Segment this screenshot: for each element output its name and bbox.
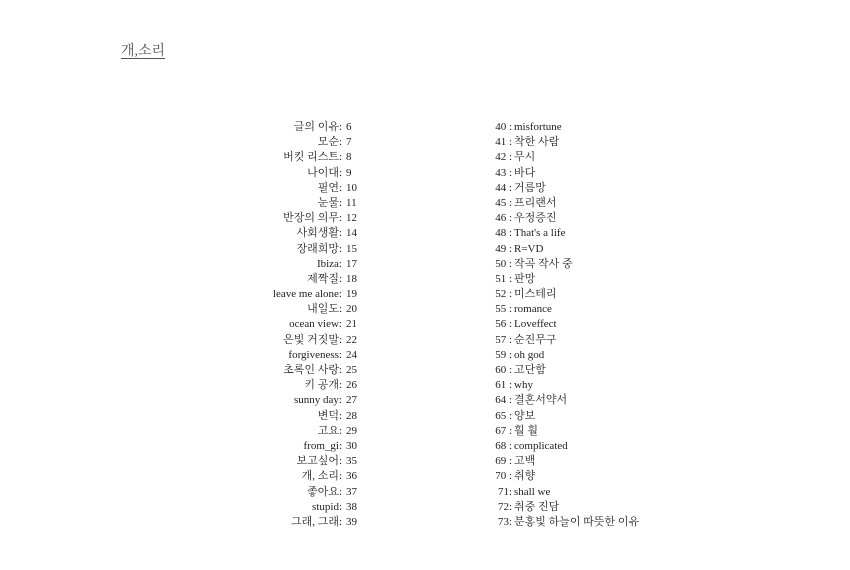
toc-entry: [480, 500, 680, 515]
toc-entry-title: That's a life: [514, 227, 566, 240]
toc-entry-page: 27: [346, 394, 357, 407]
toc-entry: [480, 166, 680, 181]
toc-entry-title: 버킷 리스트:: [283, 151, 342, 164]
toc-entry: [250, 348, 360, 363]
toc-entry-page: 59 :: [495, 348, 512, 361]
toc-entry: [480, 242, 680, 257]
toc-entry: [480, 424, 680, 439]
toc-entry: [250, 150, 360, 165]
toc-entry-title: 제짝질:: [307, 272, 342, 285]
toc-entry-title: 장래희망:: [296, 242, 342, 255]
toc-entry: [480, 196, 680, 211]
toc-entry-page: 73:: [497, 515, 512, 528]
toc-entry-title: 착한 사람: [514, 136, 560, 149]
toc-entry-page: 21: [346, 318, 357, 331]
toc-entry-title: 키 공개:: [304, 379, 342, 392]
toc-entry-page: 46 :: [495, 212, 512, 225]
toc-entry-page: 68 :: [495, 439, 512, 452]
toc-entry-page: 14: [346, 227, 357, 240]
toc-entry: [480, 302, 680, 317]
toc-entry-page: 70 :: [495, 470, 512, 483]
toc-entry: [250, 500, 360, 515]
toc-entry-page: 25: [346, 364, 357, 376]
toc-entry: [480, 454, 680, 469]
toc-entry-title: shall we: [514, 485, 551, 498]
toc-entry: [480, 348, 680, 363]
document-title-link[interactable]: 개,소리: [121, 44, 166, 59]
toc-entry: [480, 485, 680, 500]
toc-entry: [250, 409, 360, 424]
toc-entry-page: 36: [346, 470, 357, 483]
toc-entry-title: 좋아요:: [307, 485, 342, 498]
toc-entry-title: romance: [514, 303, 552, 316]
toc-entry-page: 35: [346, 455, 357, 468]
toc-entry-title: 취향: [514, 470, 536, 483]
toc-entry-page: 6: [346, 121, 352, 133]
toc-entry: [480, 469, 680, 484]
toc-entry-page: 50 :: [495, 257, 512, 270]
toc-right-column: [480, 120, 680, 530]
toc-entry: [480, 226, 680, 241]
toc-entry-page: 69 :: [495, 455, 512, 468]
toc-entry: [250, 515, 360, 530]
toc-entry-title: stupid:: [312, 500, 342, 513]
toc-entry-title: 고단함: [514, 364, 546, 376]
toc-entry: [250, 302, 360, 317]
toc-entry-title: 분홍빛 하늘이 따뜻한 이유: [514, 515, 640, 528]
toc-entry: [250, 166, 360, 181]
toc-entry-page: 60 :: [495, 364, 512, 376]
toc-entry-page: 48 :: [495, 227, 512, 240]
toc-entry-page: 30: [346, 439, 357, 452]
toc-entry-title: 거름망: [514, 181, 546, 194]
toc-entry-page: 67 :: [495, 424, 512, 437]
toc-entry-title: 눈물:: [317, 196, 342, 209]
toc-entry-title: from_gi:: [303, 439, 342, 452]
toc-entry-title: 결혼서약서: [514, 394, 568, 407]
toc-entry: [480, 211, 680, 226]
toc-entry-title: sunny day:: [294, 394, 342, 407]
toc-entry-title: 모순:: [317, 136, 342, 149]
toc-entry-title: 취중 진담: [514, 500, 560, 513]
toc-entry: [250, 485, 360, 500]
toc-entry-page: 18: [346, 272, 357, 285]
toc-entry-title: 고백: [514, 455, 536, 468]
toc-entry-page: 55 :: [495, 303, 512, 316]
toc-entry: [480, 363, 680, 378]
toc-entry-page: 28: [346, 409, 357, 422]
toc-entry: [250, 469, 360, 484]
toc-entry: [480, 272, 680, 287]
toc-entry-title: 우정증진: [514, 212, 557, 225]
toc-entry-page: 29: [346, 424, 357, 437]
toc-entry: [480, 333, 680, 348]
toc-entry: [480, 287, 680, 302]
toc-entry-page: 45 :: [495, 196, 512, 209]
toc-entry-title: 초록인 사랑:: [283, 364, 342, 376]
toc-entry: [480, 120, 680, 135]
toc-entry-page: 56 :: [495, 318, 512, 331]
toc-entry: [250, 378, 360, 393]
toc-entry-page: 64 :: [495, 394, 512, 407]
toc-entry-title: 보고싶어:: [296, 455, 342, 468]
toc-entry-title: 나이대:: [307, 166, 342, 179]
toc-entry-page: 71:: [497, 485, 512, 498]
toc-entry-page: 38: [346, 500, 357, 513]
toc-entry-page: 41 :: [495, 136, 512, 149]
toc-entry: [250, 333, 360, 348]
toc-entry-page: 19: [346, 288, 357, 301]
toc-entry: [250, 454, 360, 469]
toc-entry: [480, 135, 680, 150]
toc-entry-title: 필연:: [317, 181, 342, 194]
toc-entry-page: 9: [346, 166, 352, 179]
toc-entry: [250, 287, 360, 302]
toc-entry: [250, 211, 360, 226]
toc-entry-title: Loveffect: [514, 318, 557, 331]
toc-entry-title: 그래, 그래:: [290, 515, 342, 528]
toc-entry-title: 내일도:: [307, 303, 342, 316]
toc-entry: [250, 181, 360, 196]
toc-entry: [480, 393, 680, 408]
toc-entry: [250, 196, 360, 211]
toc-entry-title: ocean view:: [289, 318, 342, 331]
toc-entry-page: 26: [346, 379, 357, 392]
toc-entry: [480, 317, 680, 332]
toc-entry-page: 52 :: [495, 288, 512, 301]
toc-entry-title: 프리랜서: [514, 196, 557, 209]
toc-entry-page: 39: [346, 515, 357, 528]
toc-entry-page: 51 :: [495, 272, 512, 285]
toc-entry: [480, 409, 680, 424]
toc-entry-title: 양보: [514, 409, 536, 422]
toc-entry-title: 사회생활:: [296, 227, 342, 240]
toc-entry-page: 49 :: [495, 242, 512, 255]
toc-entry-page: 40 :: [495, 121, 512, 133]
toc-entry: [480, 378, 680, 393]
toc-entry-title: 변덕:: [317, 409, 342, 422]
toc-entry-page: 65 :: [495, 409, 512, 422]
toc-entry-title: 판망: [514, 272, 536, 285]
toc-entry-title: forgiveness:: [288, 348, 342, 361]
toc-entry-page: 22: [346, 333, 357, 346]
toc-entry: [250, 242, 360, 257]
toc-entry-title: 개, 소리:: [301, 470, 342, 483]
toc-entry: [250, 272, 360, 287]
toc-entry-page: 43 :: [495, 166, 512, 179]
toc-entry-title: 작곡 작사 중: [514, 257, 573, 270]
toc-entry: [250, 120, 360, 135]
toc-entry-page: 24: [346, 348, 357, 361]
toc-entry-page: 12: [346, 212, 357, 225]
toc-entry-title: complicated: [514, 439, 568, 452]
toc-entry-title: 고요:: [317, 424, 342, 437]
toc-entry-title: oh god: [514, 348, 545, 361]
toc-entry: [480, 515, 680, 530]
toc-entry-title: misfortune: [514, 121, 562, 133]
toc-entry-page: 17: [346, 257, 357, 270]
toc-entry-title: 무시: [514, 151, 536, 164]
toc-entry-page: 72:: [497, 500, 512, 513]
toc-entry-page: 44 :: [495, 181, 512, 194]
toc-entry: [480, 257, 680, 272]
toc-entry-page: 7: [346, 136, 352, 149]
toc-entry: [250, 257, 360, 272]
toc-entry-title: 미스테리: [514, 288, 557, 301]
toc-entry: [250, 424, 360, 439]
toc-entry-page: 10: [346, 181, 357, 194]
toc-entry: [250, 439, 360, 454]
toc-entry-title: why: [514, 379, 533, 392]
toc-entry-page: 20: [346, 303, 357, 316]
toc-entry: [250, 135, 360, 150]
toc-entry-page: 8: [346, 151, 352, 164]
toc-entry-page: 37: [346, 485, 357, 498]
toc-entry: [250, 363, 360, 378]
toc-entry: [480, 150, 680, 165]
toc-entry-page: 11: [346, 196, 357, 209]
toc-entry-page: 15: [346, 242, 357, 255]
toc-entry-title: 글의 이유:: [293, 121, 342, 133]
toc-left-column: [250, 120, 360, 530]
toc-entry-title: 순진무구: [514, 333, 557, 346]
toc-entry-page: 61 :: [495, 379, 512, 392]
toc-entry: [250, 317, 360, 332]
toc-entry-title: leave me alone:: [272, 288, 342, 301]
toc-entry-title: 은빛 거짓말:: [283, 333, 342, 346]
toc-entry-title: R=VD: [514, 242, 544, 255]
toc-entry-page: 57 :: [495, 333, 512, 346]
toc-entry: [480, 181, 680, 196]
toc-entry-title: Ibiza:: [316, 257, 342, 270]
toc-entry: [480, 439, 680, 454]
toc-entry: [250, 226, 360, 241]
toc-entry: [250, 393, 360, 408]
toc-entry-page: 42 :: [495, 151, 512, 164]
toc-entry-title: 훨 훨: [514, 424, 539, 437]
toc-entry-title: 바다: [514, 166, 536, 179]
toc-entry-title: 반장의 의무:: [283, 212, 342, 225]
